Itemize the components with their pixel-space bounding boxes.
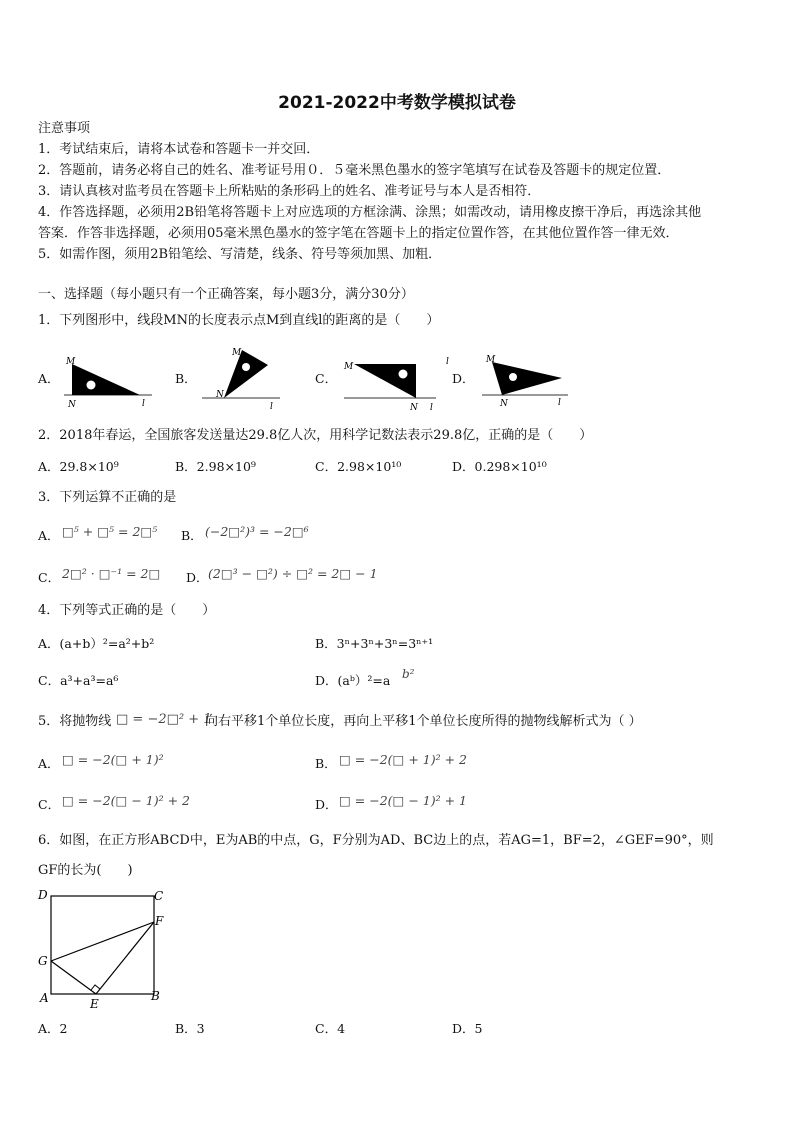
q1a-label-m: M (66, 357, 76, 367)
q1c-label-n: N (410, 403, 418, 413)
q6-option-c: C．4 (315, 1021, 346, 1036)
q6-label-d: D (38, 888, 48, 902)
q6-label-g: G (38, 954, 48, 968)
q1-stem: 1．下列图形中，线段MN的长度表示点M到直线l的距离的是（ ） (38, 313, 440, 328)
q3-option-b: B． (181, 528, 203, 543)
q3-option-a: A． (38, 528, 60, 543)
q6-option-b: B．3 (175, 1021, 205, 1036)
q3-option-d: D． (186, 570, 209, 585)
q3-formula-c: 2□² · □⁻¹ = 2□ (62, 566, 161, 581)
q1-figure-c (340, 350, 449, 413)
q6-option-a: A．2 (38, 1021, 68, 1036)
q1d-label-l: l (558, 398, 561, 408)
q5-option-d: D． (315, 797, 338, 812)
q1-figure-d (478, 350, 573, 410)
q3-formula-a: □⁵ + □⁵ = 2□⁵ (62, 524, 158, 539)
q3-option-c: C． (38, 570, 61, 585)
q2-option-d: D．0.298×10¹⁰ (452, 459, 547, 474)
q2-stem: 2．2018年春运，全国旅客发送量达29.8亿人次，用科学记数法表示29.8亿，正确的是（ ） (38, 428, 593, 443)
q4-option-b: B．3ⁿ+3ⁿ+3ⁿ=3ⁿ⁺¹ (315, 636, 434, 651)
q6-label-e: E (90, 997, 99, 1011)
q2-option-a: A．29.8×10⁹ (38, 459, 119, 474)
q1b-label-l: l (270, 402, 273, 412)
q3-stem: 3．下列运算不正确的是 (38, 490, 177, 505)
q5-formula-c: □ = −2(□ − 1)² + 2 (62, 793, 190, 808)
q5-stem-formula: □ = −2□² + 1 (116, 712, 212, 727)
q5-option-b: B． (315, 756, 337, 771)
q1c-label-m: M (344, 362, 354, 372)
q1-figure-b (200, 345, 285, 410)
notice-item-5: 5．如需作图，须用2B铅笔绘、写清楚，线条、符号等须加黑、加粗． (38, 247, 442, 262)
q5-formula-d: □ = −2(□ − 1)² + 1 (339, 793, 467, 808)
notice-heading: 注意事项 (38, 121, 91, 136)
q4-option-c: C．a³+a³=a⁶ (38, 673, 119, 688)
q1a-label-n: N (68, 400, 76, 410)
q5-formula-a: □ = −2(□ + 1)² (62, 752, 164, 767)
q4-stem: 4．下列等式正确的是（ ） (38, 603, 216, 618)
q5-stem-prefix: 5．将抛物线 (38, 714, 112, 729)
q1d-label-n: N (500, 399, 508, 409)
q1c-label-l: l (430, 403, 433, 413)
q5-option-a: A． (38, 756, 60, 771)
notice-item-2: 2．答题前，请务必将自己的姓名、准考证号用０．５毫米黑色墨水的签字笔填写在试卷及答题卡的规定位置． (38, 163, 671, 178)
q5-formula-b: □ = −2(□ + 1)² + 2 (339, 752, 467, 767)
q6-label-c: C (154, 889, 164, 903)
q1-option-b: B． (175, 371, 197, 386)
notice-item-4-cont: 答案．作答非选择题，必须用05毫米黑色墨水的签字笔在答题卡上的指定位置作答，在其他位置作答一律无效． (38, 226, 679, 241)
q1b-label-n: N (216, 390, 224, 400)
q6-label-b: B (151, 989, 160, 1003)
q1-option-d: D． (452, 371, 475, 386)
q1d-label-m: M (486, 355, 496, 365)
q4-option-a: A．(a+b）²=a²+b² (38, 636, 155, 651)
section-heading: 一、选择题（每小题只有一个正确答案，每小题3分，满分30分） (38, 287, 414, 302)
q1a-label-l: l (142, 399, 145, 409)
q6-stem-line2: GF的长为( ) (38, 863, 133, 878)
q1-figure-a (60, 352, 155, 410)
q6-label-f: F (155, 914, 164, 928)
q4-option-d-extra: b² (402, 667, 415, 681)
q1-option-a: A． (38, 371, 60, 386)
q3-formula-d: (2□³ − □²) ÷ □² = 2□ − 1 (208, 566, 378, 581)
q2-option-b: B．2.98×10⁹ (175, 459, 256, 474)
notice-item-1: 1．考试结束后，请将本试卷和答题卡一并交回． (38, 142, 320, 157)
q6-option-d: D．5 (452, 1021, 483, 1036)
q6-square-figure (32, 883, 172, 1013)
q1-option-c: C． (315, 371, 338, 386)
page-title: 2021-2022中考数学模拟试卷 (278, 93, 516, 113)
q2-option-c: C．2.98×10¹⁰ (315, 459, 402, 474)
q3-formula-b: (−2□²)³ = −2□⁶ (205, 524, 309, 539)
q5-option-c: C． (38, 797, 61, 812)
q5-stem-suffix: 向右平移1个单位长度，再向上平移1个单位长度所得的抛物线解析式为（ ） (205, 714, 642, 729)
notice-item-3: 3．请认真核对监考员在答题卡上所粘贴的条形码上的姓名、准考证号与本人是否相符． (38, 184, 541, 199)
q6-stem-line1: 6．如图，在正方形ABCD中，E为AB的中点，G，F分别为AD、BC边上的点，若AG=1，BF=2，∠GEF=90°，则 (38, 833, 714, 848)
q1c-label-l-extra: l (446, 357, 449, 367)
q1b-label-m: M (232, 348, 242, 358)
q4-option-d: D．(aᵇ）²=a (315, 673, 391, 688)
notice-item-4: 4．作答选择题，必须用2B铅笔将答题卡上对应选项的方框涂满、涂黑；如需改动，请用橡皮擦干净后，再选涂其他 (38, 205, 702, 220)
q6-label-a: A (40, 991, 49, 1005)
